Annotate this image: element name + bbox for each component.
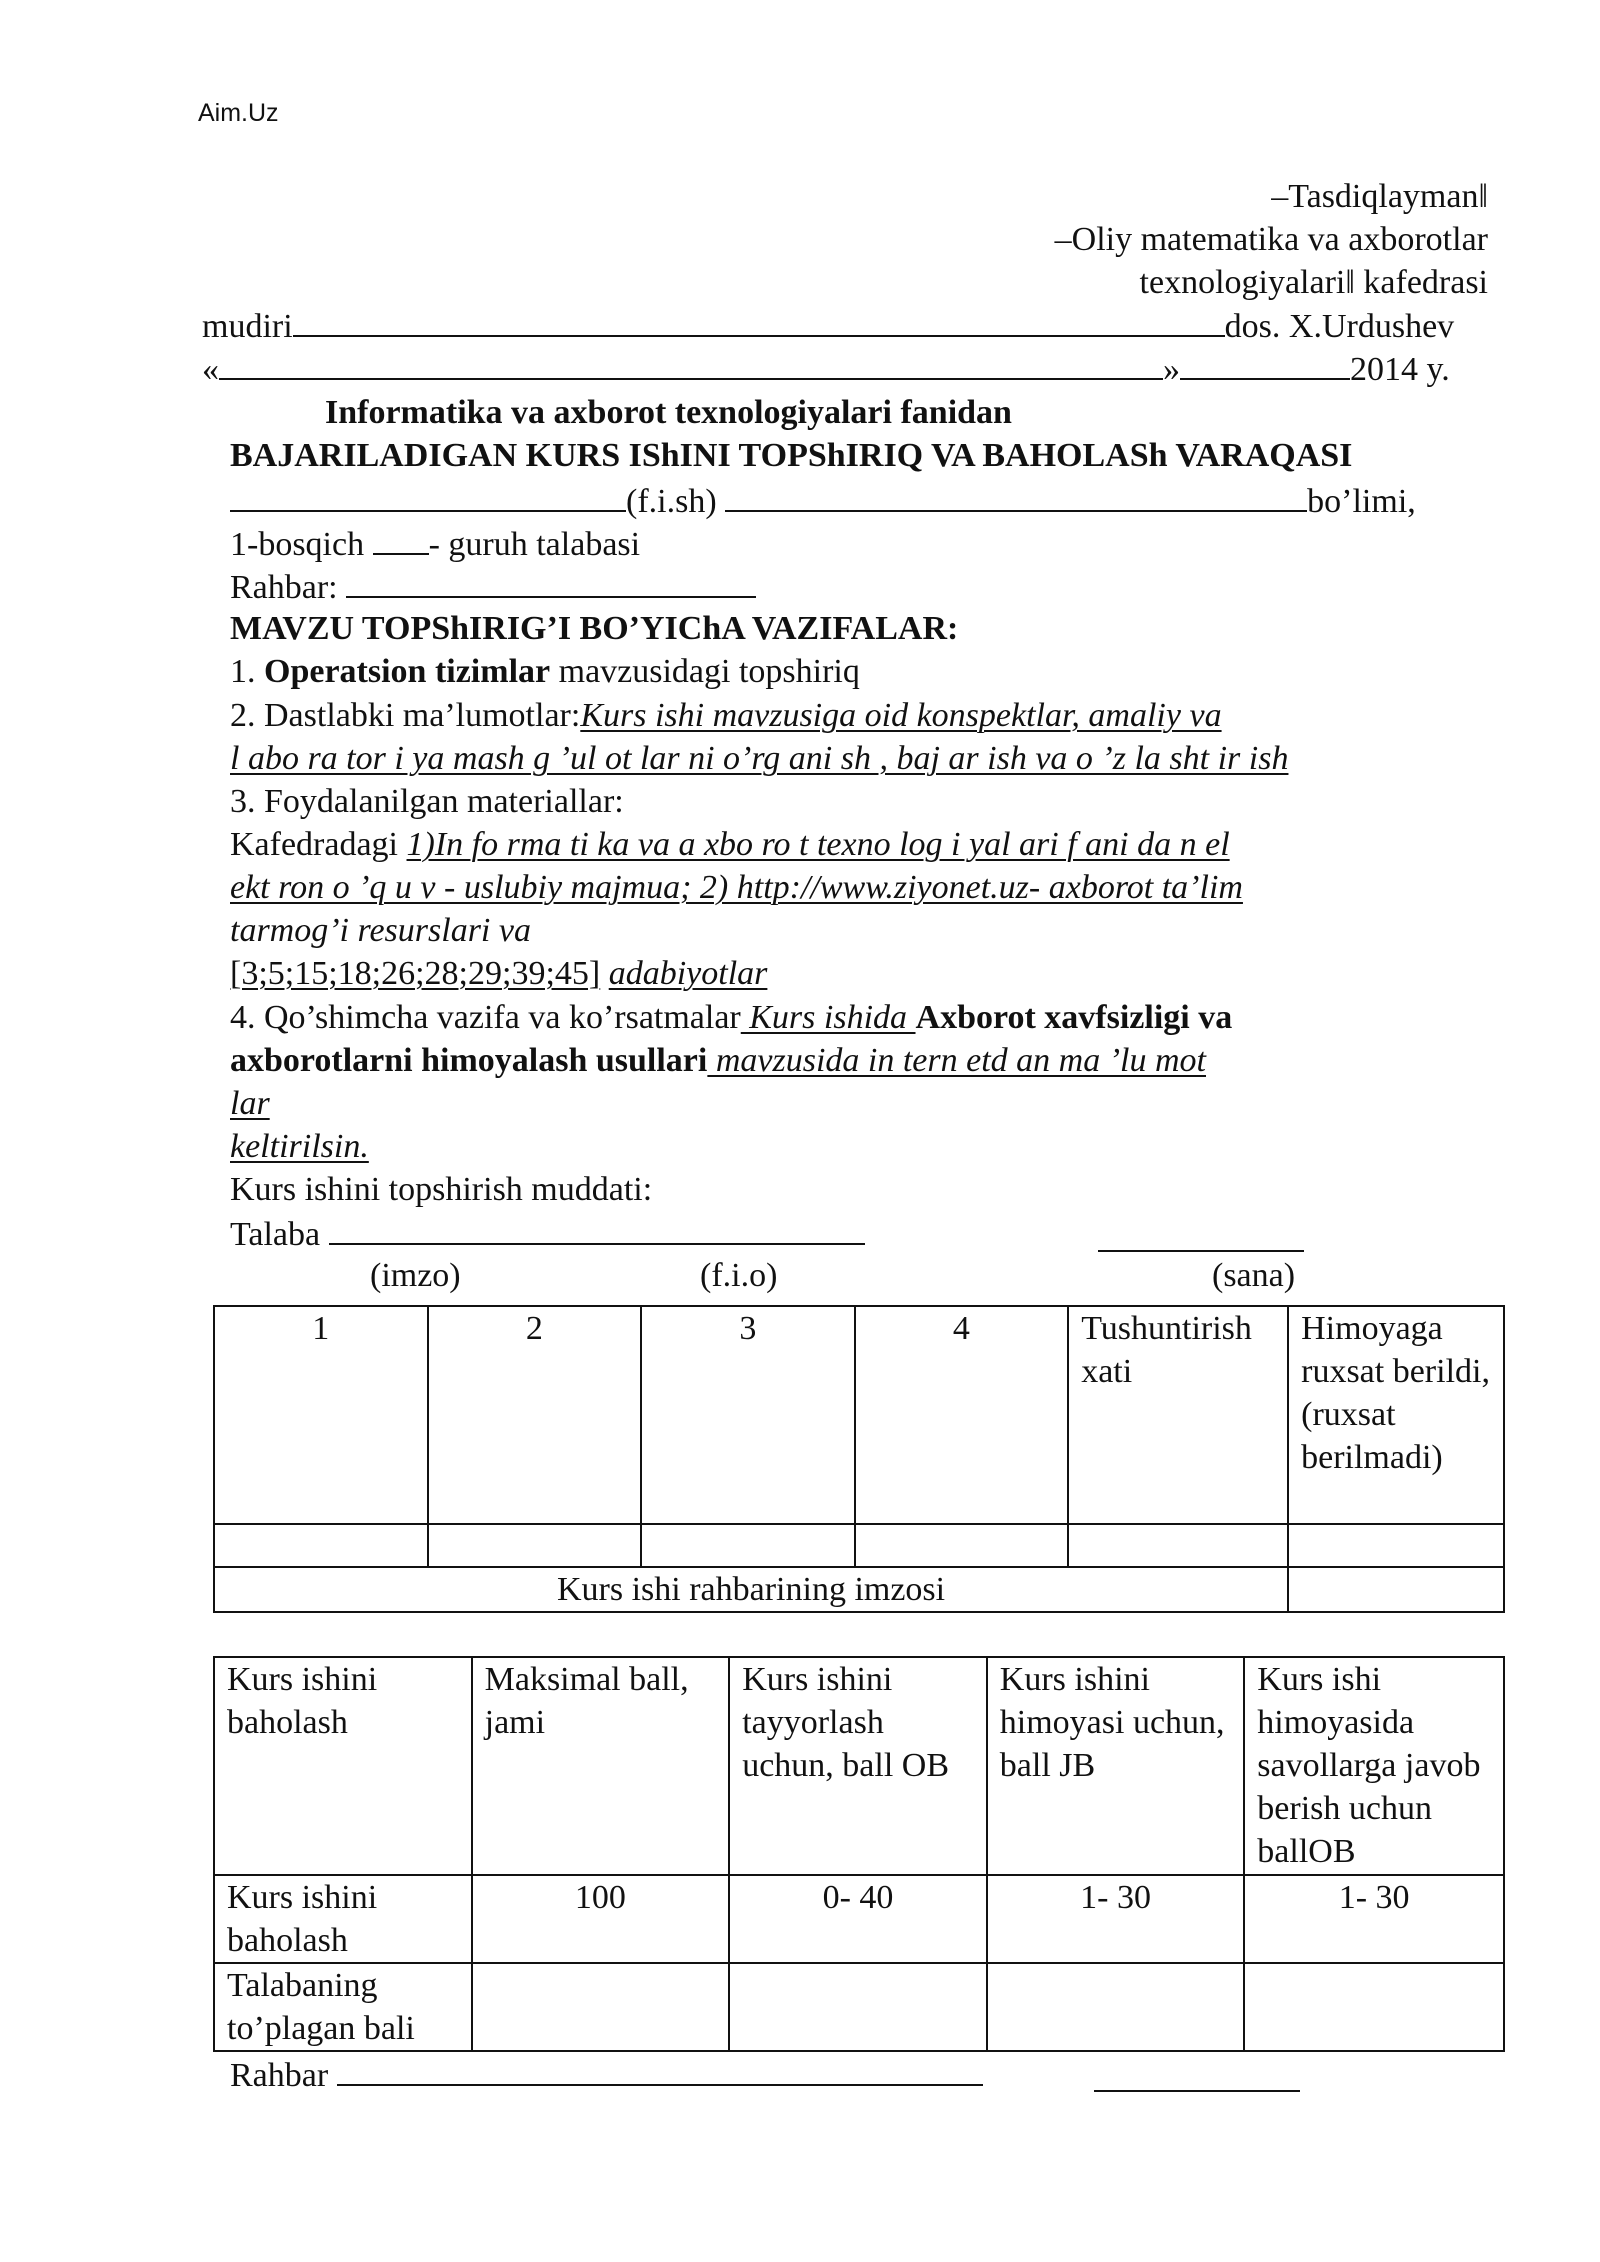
- student-name-line: [230, 478, 1416, 523]
- approval-line-3: texnologiyalari‖ kafedrasi: [1139, 264, 1488, 301]
- rahbar-label: Rahbar:: [230, 569, 338, 606]
- col-tushuntirish: Tushuntirish xati: [1068, 1306, 1288, 1524]
- grading-cell: 1- 30: [1244, 1875, 1504, 1963]
- item3-line-1: [230, 823, 1230, 866]
- item3-adabiyotlar: adabiyotlar: [608, 955, 768, 992]
- item4-mavzusida: mavzusida in tern etd an ma ’lu mot: [707, 1042, 1206, 1079]
- col-3: 3: [641, 1306, 855, 1524]
- grading-header: Kurs ishi himoyasida savollarga javob berish uchun ballOB: [1244, 1657, 1504, 1875]
- sana-caption: (sana): [1212, 1257, 1296, 1294]
- cell-5[interactable]: [1068, 1524, 1288, 1567]
- item4-line-3: lar: [230, 1085, 270, 1122]
- item2-label: 2. Dastlabki ma’lumotlar:: [230, 697, 581, 734]
- talaba-label: Talaba: [230, 1216, 321, 1253]
- item1-topic: Operatsion tizimlar: [264, 653, 551, 690]
- item3-label: 3. Foydalanilgan materiallar:: [230, 783, 624, 820]
- supervisor-signature-cell[interactable]: [1288, 1567, 1504, 1612]
- supervisor-signature-label: Kurs ishi rahbarining imzosi: [214, 1567, 1288, 1612]
- cell-4[interactable]: [855, 1524, 1069, 1567]
- cell-2[interactable]: [428, 1524, 642, 1567]
- cell-6[interactable]: [1288, 1524, 1504, 1567]
- item3-refs: [3;5;15;18;26;28;29;39;45]: [230, 955, 601, 992]
- rahbar-date-blank[interactable]: [1094, 2058, 1300, 2092]
- rahbar-sign-blank[interactable]: [337, 2052, 983, 2086]
- fish-label: (f.i.sh): [626, 483, 717, 520]
- col-1: 1: [214, 1306, 428, 1524]
- item4-label: 4. Qo’shimcha vazifa va ko’rsatmalar: [230, 999, 741, 1036]
- rahbar-line: [230, 564, 756, 609]
- talaba-blank[interactable]: [329, 1211, 865, 1245]
- grading-row-label: Talabaning to’plagan bali: [214, 1963, 472, 2051]
- grading-table: [213, 1656, 1505, 2052]
- item2-text-1: Kurs ishi mavzusiga oid konspektlar, amaliy va: [580, 697, 1222, 734]
- year-text: 2014 y.: [1350, 351, 1450, 388]
- grading-student-row: [214, 1963, 1504, 2051]
- doc-title-1: Informatika va axborot texnologiyalari fanidan: [325, 394, 1012, 431]
- group-label: - guruh talabasi: [428, 526, 641, 563]
- imzo-caption: (imzo): [370, 1257, 461, 1294]
- bosqich-label: 1-bosqich: [230, 526, 365, 563]
- grading-row-label: Kurs ishini baholash: [214, 1875, 472, 1963]
- review-table: [213, 1305, 1505, 1613]
- item1-number: 1.: [230, 653, 256, 690]
- group-blank[interactable]: [373, 521, 429, 555]
- quote-close: »: [1163, 351, 1180, 388]
- grading-header: Maksimal ball, jami: [472, 1657, 730, 1875]
- item4-topic-2: axborotlarni himoyalash usullari: [230, 1042, 708, 1079]
- review-header-row: [214, 1306, 1504, 1524]
- fio-caption: (f.i.o): [700, 1257, 778, 1294]
- item2-text-2: l abo ra tor i ya mash g ’ul ot lar ni o’rg ani sh , baj ar ish va o ’z la sht ir ish: [230, 740, 1289, 777]
- date-line[interactable]: [219, 346, 1163, 380]
- grading-cell: 100: [472, 1875, 730, 1963]
- grading-input-cell[interactable]: [729, 1963, 987, 2051]
- review-empty-row: [214, 1524, 1504, 1567]
- deadline-label: Kurs ishini topshirish muddati:: [230, 1171, 653, 1208]
- item4-line-4: keltirilsin.: [230, 1128, 369, 1165]
- item4-line-1: [230, 996, 1232, 1039]
- item3-line-2: ekt ron o ’q u v - uslubiy majmua; 2) http://www.ziyonet.uz- axborot ta’lim: [230, 869, 1243, 906]
- head-name: dos. X.Urdushev: [1224, 308, 1455, 345]
- talaba-line: [230, 1211, 865, 1256]
- rahbar-blank[interactable]: [346, 564, 756, 598]
- item4-kurs-ishida: Kurs ishida: [740, 999, 916, 1036]
- talaba-date-blank[interactable]: [1098, 1218, 1304, 1252]
- grading-max-row: [214, 1875, 1504, 1963]
- quote-open: «: [202, 351, 219, 388]
- grading-header: Kurs ishini himoyasi uchun, ball JB: [987, 1657, 1245, 1875]
- item3-line-4: [230, 952, 767, 995]
- item1-rest: mavzusidagi topshiriq: [558, 653, 860, 690]
- cell-3[interactable]: [641, 1524, 855, 1567]
- grading-cell: 1- 30: [987, 1875, 1245, 1963]
- grading-header: Kurs ishini baholash: [214, 1657, 472, 1875]
- grading-cell: 0- 40: [729, 1875, 987, 1963]
- task-item-1: [230, 650, 860, 693]
- bolim-blank[interactable]: [725, 478, 1307, 512]
- approval-date: [202, 346, 1450, 391]
- cell-1[interactable]: [214, 1524, 428, 1567]
- approval-line-2: –Oliy matematika va axborotlar: [1054, 221, 1488, 258]
- signature-line[interactable]: [293, 303, 1225, 337]
- group-line: [230, 521, 640, 566]
- site-brand: Aim.Uz: [198, 99, 279, 127]
- bolimi-label: bo’limi,: [1307, 483, 1416, 520]
- doc-title-2: BAJARILADIGAN KURS IShINI TOPShIRIQ VA BAHOLASh VARAQASI: [230, 437, 1353, 474]
- item4-topic-1: Axborot xavfsizligi va: [915, 999, 1233, 1036]
- fish-blank[interactable]: [230, 478, 626, 512]
- grading-header: Kurs ishini tayyorlash uchun, ball OB: [729, 1657, 987, 1875]
- review-sign-row: [214, 1567, 1504, 1612]
- grading-input-cell[interactable]: [1244, 1963, 1504, 2051]
- approval-mudiri: [202, 303, 1454, 348]
- grading-input-cell[interactable]: [987, 1963, 1245, 2051]
- col-himoyaga: Himoyaga ruxsat berildi, (ruxsat berilmadi): [1288, 1306, 1504, 1524]
- task-item-2: [230, 694, 1222, 737]
- item3-source-1: 1)In fo rma ti ka va a xbo ro t texno log i yal ari f ani da n el: [406, 826, 1230, 863]
- month-line[interactable]: [1180, 346, 1350, 380]
- col-4: 4: [855, 1306, 1069, 1524]
- grading-input-cell[interactable]: [472, 1963, 730, 2051]
- item3-kafedradagi: Kafedradagi: [230, 826, 407, 863]
- item3-line-3: tarmog’i resurslari va: [230, 912, 531, 949]
- col-2: 2: [428, 1306, 642, 1524]
- grading-header-row: [214, 1657, 1504, 1875]
- mudiri-label: mudiri: [202, 308, 293, 345]
- rahbar-sign-line: [230, 2052, 983, 2097]
- rahbar-sign-label: Rahbar: [230, 2057, 329, 2094]
- approval-line-1: –Tasdiqlayman‖: [1271, 178, 1488, 215]
- item4-line-2: [230, 1039, 1206, 1082]
- tasks-heading: MAVZU TOPShIRIG’I BO’YIChA VAZIFALAR:: [230, 610, 959, 647]
